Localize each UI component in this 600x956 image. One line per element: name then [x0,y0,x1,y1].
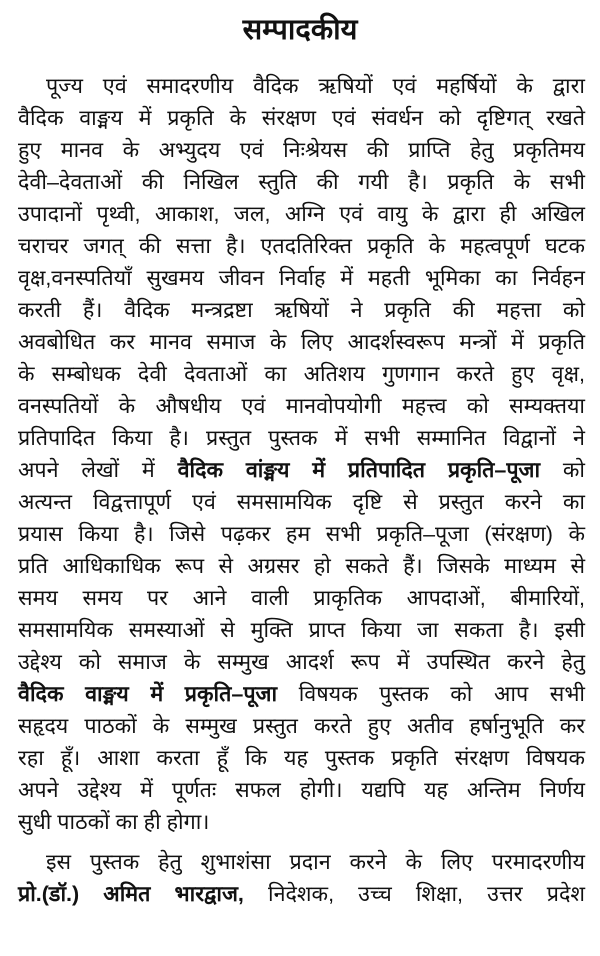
text-line [18,102,585,134]
text-segment: सहृदय पाठकों के सम्मुख प्रस्तुत करते हुए अतीव हर्षानुभूति कर [18,714,585,738]
text-line [18,198,585,230]
text-line [18,134,585,166]
text-line [18,262,585,294]
text-line [18,646,585,678]
page-title: सम्पादकीय [242,14,358,46]
text-line [18,742,585,774]
text-segment: अपने उद्देश्य में पूर्णतः सफल होगी। यद्यपि यह अन्तिम निर्णय [18,778,585,802]
text-segment: करती हैं। वैदिक मन्त्रद्रष्टा ऋषियों ने प्रकृति की महत्ता को [18,298,585,322]
text-segment: अवबोधित कर मानव समाज के लिए आदर्शस्वरूप मन्त्रों में प्रकृति [18,330,585,354]
text-segment: समय समय पर आने वाली प्राकृतिक आपदाओं, बीमारियों, [18,586,585,610]
text-line [18,294,585,326]
text-segment: हुए मानव के अभ्युदय एवं निःश्रेयस की प्राप्ति हेतु प्रकृतिमय [18,138,585,162]
text-segment: प्रयास किया है। जिसे पढ़कर हम सभी प्रकृति–पूजा (संरक्षण) के [18,522,585,546]
text-line [18,390,585,422]
text-line [18,774,585,806]
text-line [18,582,585,614]
text-line [18,422,585,454]
text-segment: को [540,458,585,482]
text-line [18,518,585,550]
paragraph [18,846,585,910]
text-segment: पूज्य एवं समादरणीय वैदिक ऋषियों एवं महर्षियों के द्वारा [46,74,585,98]
bold-text: प्रो.(डॉ.) अमित भारद्वाज, [18,882,244,906]
text-segment: देवी–देवताओं की निखिल स्तुति की गयी है। प्रकृति के सभी [18,170,585,194]
text-segment: सुधी पाठकों का ही होगा। [18,810,210,834]
text-line [18,358,585,390]
text-segment: प्रतिपादित किया है। प्रस्तुत पुस्तक में सभी सम्मानित विद्वानों ने [18,426,585,450]
text-line [18,710,585,742]
text-segment: उपादानों पृथ्वी, आकाश, जल, अग्नि एवं वायु के द्वारा ही अखिल [18,202,585,226]
text-segment: प्रति आधिकाधिक रूप से अग्रसर हो सकते हैं। जिसके माध्यम से [18,554,585,578]
editorial-body [18,70,585,918]
text-line [18,806,585,838]
text-line [18,70,585,102]
text-line [18,614,585,646]
text-segment: के सम्बोधक देवी देवताओं का अतिशय गुणगान करते हुए वृक्ष, [18,362,585,386]
text-segment: वैदिक वाङ्मय में प्रकृति के संरक्षण एवं संवर्धन को दृष्टिगत् रखते [18,106,585,130]
paragraph [18,70,585,838]
text-segment: निदेशक, उच्च शिक्षा, उत्तर प्रदेश [243,882,586,906]
text-segment: रहा हूँ। आशा करता हूँ कि यह पुस्तक प्रकृति संरक्षण विषयक [18,746,585,770]
text-line [18,166,585,198]
text-line [18,846,585,878]
text-segment: इस पुस्तक हेतु शुभाशंसा प्रदान करने के लिए परमादरणीय [46,850,585,874]
text-segment: अत्यन्त विद्वत्तापूर्ण एवं समसामयिक दृष्टि से प्रस्तुत करने का [18,490,585,514]
text-segment: समसामयिक समस्याओं से मुक्ति प्राप्त किया जा सकता है। इसी [18,618,585,642]
text-segment: चराचर जगत् की सत्ता है। एतदतिरिक्त प्रकृति के महत्वपूर्ण घटक [18,234,585,258]
text-line [18,326,585,358]
text-line [18,878,585,910]
text-line [18,678,585,710]
bold-text: वैदिक वांङ्मय में प्रतिपादित प्रकृति–पूजा [177,458,541,482]
text-line [18,550,585,582]
text-segment: विषयक पुस्तक को आप सभी [277,682,586,706]
text-segment: उद्देश्य को समाज के सम्मुख आदर्श रूप में उपस्थित करने हेतु [18,650,585,674]
text-line [18,230,585,262]
text-segment: वृक्ष,वनस्पतियाँ सुखमय जीवन निर्वाह में महती भूमिका का निर्वहन [18,266,585,290]
bold-text: वैदिक वाङ्मय में प्रकृति–पूजा [18,682,278,706]
text-segment: अपने लेखों में [18,458,178,482]
text-segment: वनस्पतियों के औषधीय एवं मानवोपयोगी महत्त्व को सम्यक्तया [18,394,585,418]
text-line [18,454,585,486]
text-line [18,486,585,518]
